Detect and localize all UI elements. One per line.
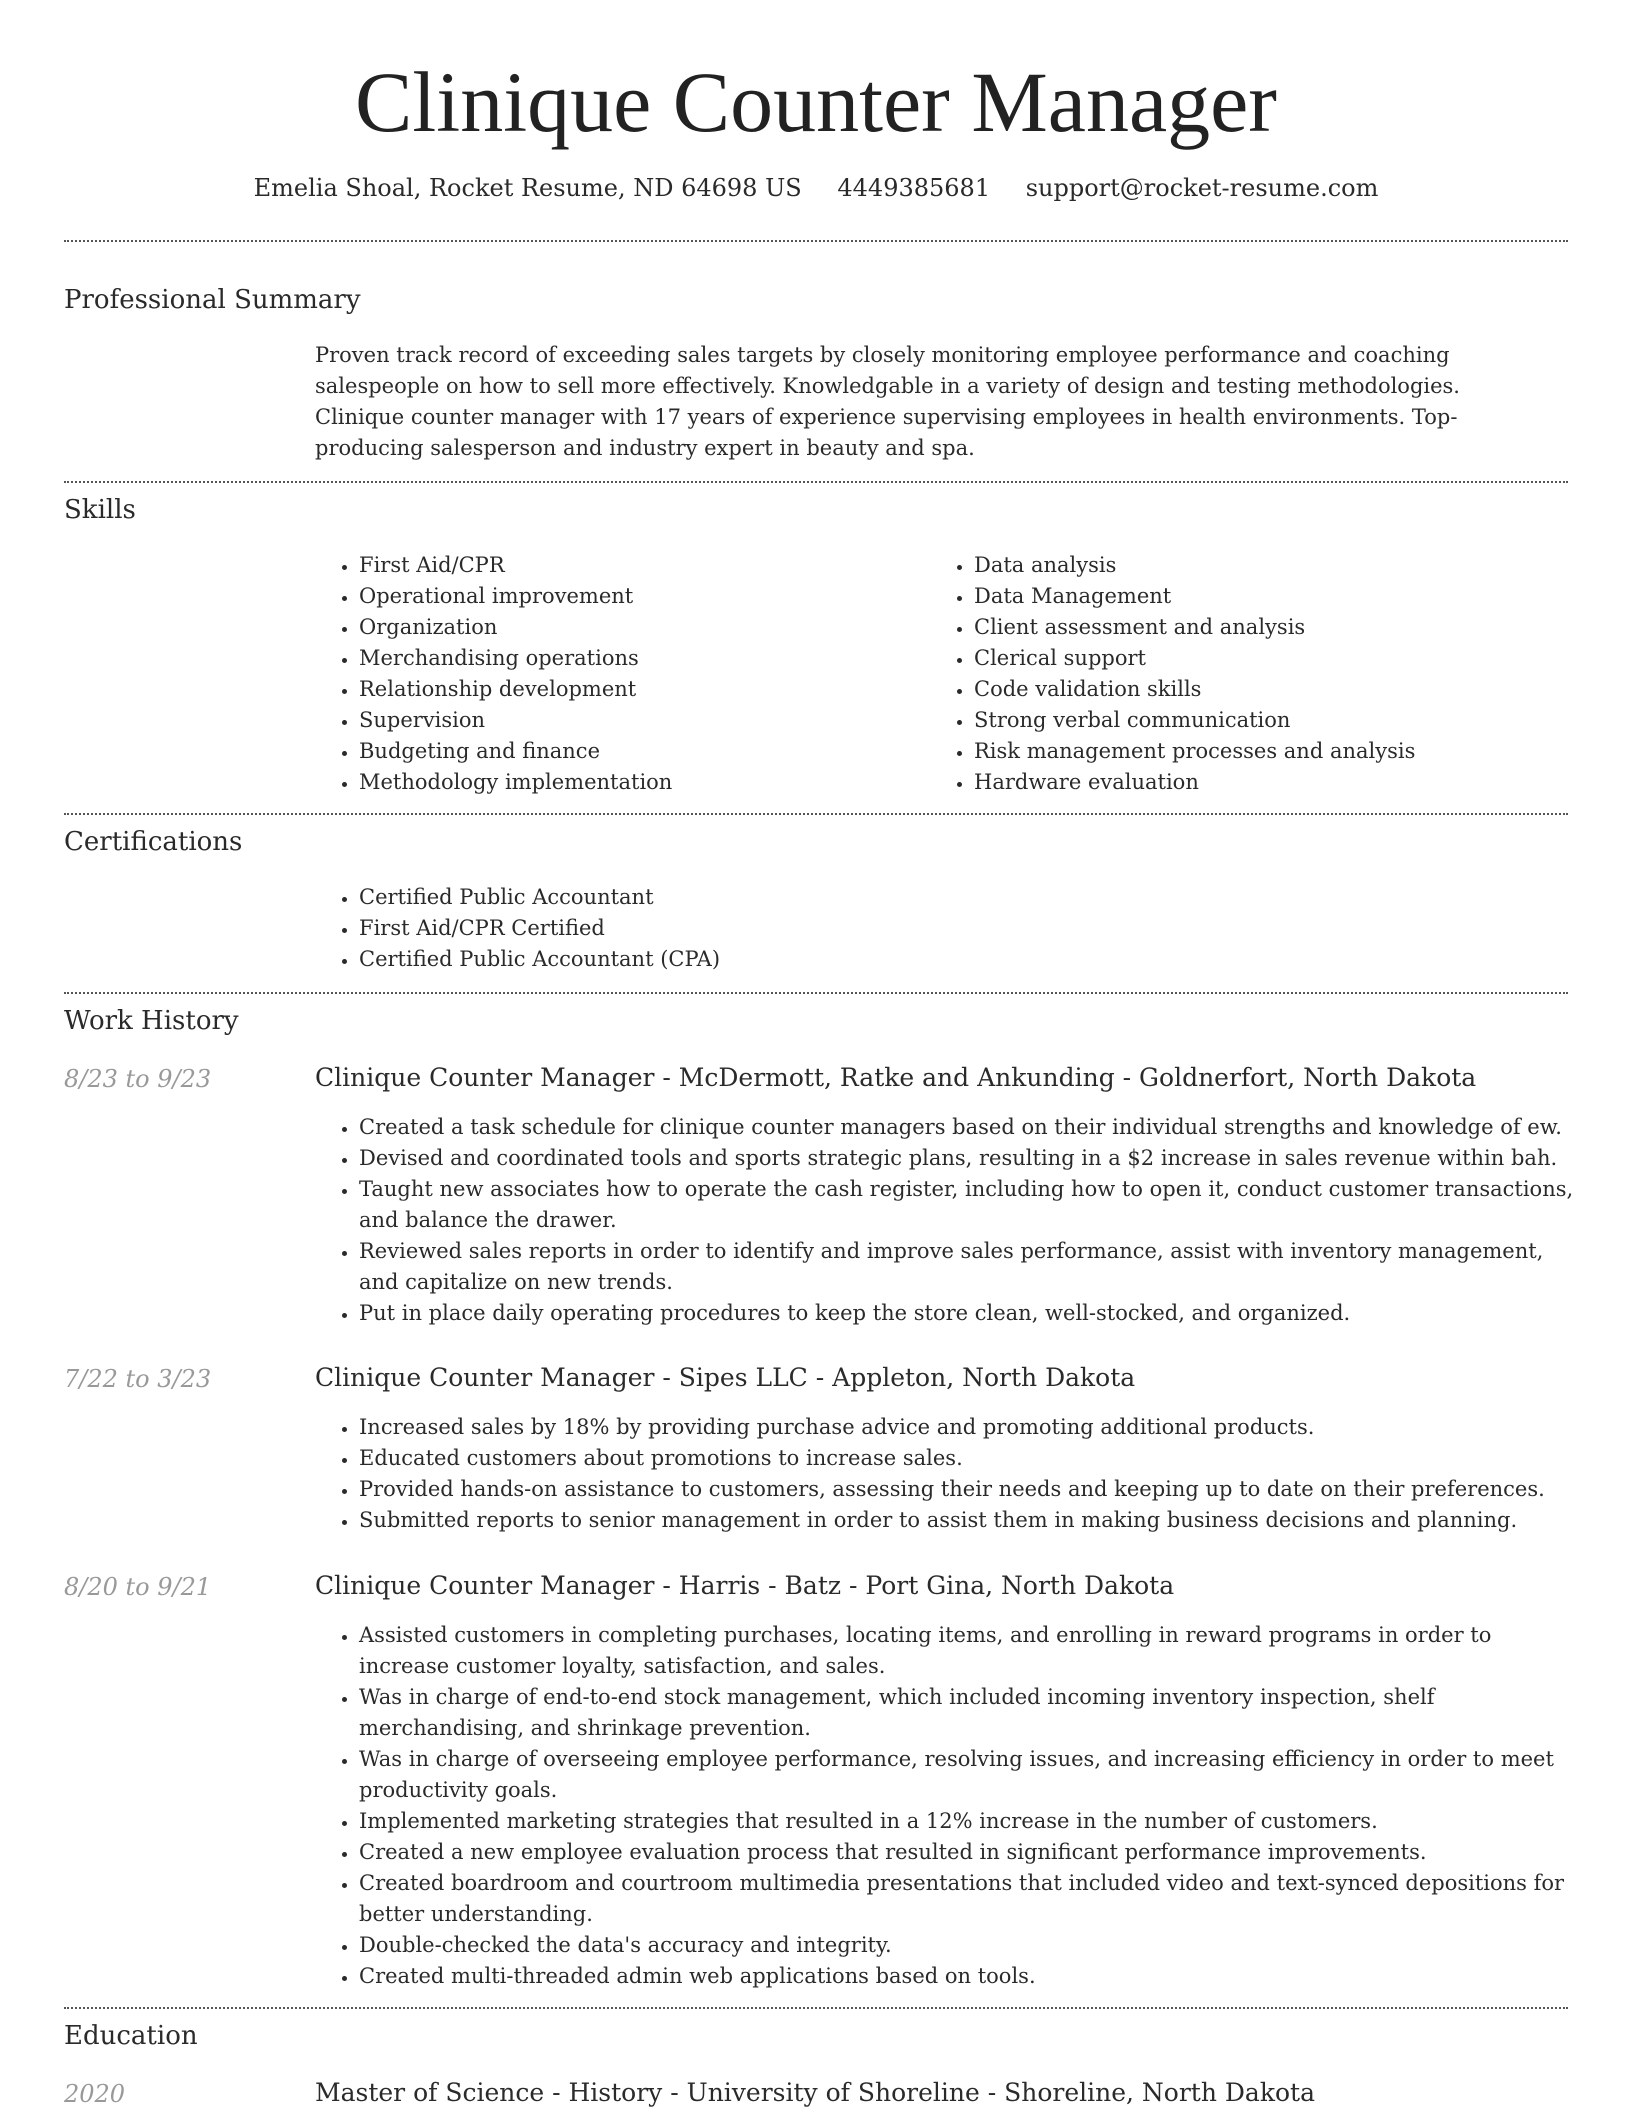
education-heading: Education (64, 2021, 198, 2051)
skill-item: • Data analysis (974, 550, 1530, 581)
skill-item: • Hardware evaluation (974, 767, 1530, 798)
certifications-heading: Certifications (64, 827, 243, 857)
skill-item: • Supervision (359, 705, 915, 736)
certification-item: • Certified Public Accountant (359, 882, 915, 913)
skill-item: • Client assessment and analysis (974, 612, 1530, 643)
job-bullet: • Taught new associates how to operate the cash register, including how to open it, conduct customer transactions, and balance the drawer. (359, 1174, 1575, 1236)
job-title: Clinique Counter Manager - Sipes LLC - Appleton, North Dakota (315, 1363, 1136, 1392)
summary-text: Proven track record of exceeding sales targets by closely monitoring employee performance and coaching salespeople on how to sell more effectively. Knowledgable in a variety of design and testing methodologies. Clinique counter manager with 17 years of experience supervising employees in health environments. Top-producing salesperson and industry expert in beauty and spa. (315, 343, 1460, 460)
divider (64, 813, 1568, 815)
skill-item: • First Aid/CPR (359, 550, 915, 581)
job-bullet: • Submitted reports to senior management in order to assist them in making business decisions and planning. (359, 1505, 1575, 1536)
divider (64, 240, 1568, 242)
job-bullet: • Created a new employee evaluation process that resulted in significant performance improvements. (359, 1837, 1575, 1868)
skill-item: • Code validation skills (974, 674, 1530, 705)
skill-item: • Strong verbal communication (974, 705, 1530, 736)
contact-email: support@rocket-resume.com (1025, 174, 1379, 202)
job-bullet: • Double-checked the data's accuracy and integrity. (359, 1930, 1575, 1961)
job-bullets (315, 1112, 1575, 1329)
job-bullet: • Educated customers about promotions to increase sales. (359, 1443, 1575, 1474)
job-bullet: • Devised and coordinated tools and sports strategic plans, resulting in a $2 increase in sales revenue within bah. (359, 1143, 1575, 1174)
job-title: Clinique Counter Manager - McDermott, Ratke and Ankunding - Goldnerfort, North Dakota (315, 1063, 1477, 1092)
skill-item: • Clerical support (974, 643, 1530, 674)
skills-heading: Skills (64, 495, 136, 525)
contact-line (0, 170, 1632, 206)
work-history-heading: Work History (64, 1006, 239, 1036)
skill-item: • Risk management processes and analysis (974, 736, 1530, 767)
job-bullet: • Provided hands-on assistance to customers, assessing their needs and keeping up to date on their preferences. (359, 1474, 1575, 1505)
skills-right-column (930, 550, 1530, 798)
divider (64, 992, 1568, 994)
skill-item: • Organization (359, 612, 915, 643)
summary-heading: Professional Summary (64, 285, 361, 315)
job-bullet: • Created a task schedule for clinique counter managers based on their individual strengths and knowledge of ew. (359, 1112, 1575, 1143)
job-bullet: • Created boardroom and courtroom multimedia presentations that included video and text-synced depositions for better understanding. (359, 1868, 1575, 1930)
job-bullet: • Increased sales by 18% by providing purchase advice and promoting additional products. (359, 1412, 1575, 1443)
divider (64, 481, 1568, 483)
job-bullet: • Put in place daily operating procedures to keep the store clean, well-stocked, and organized. (359, 1298, 1575, 1329)
contact-address: Emelia Shoal, Rocket Resume, ND 64698 US (253, 174, 802, 202)
job-bullet: • Was in charge of end-to-end stock management, which included incoming inventory inspection, shelf merchandising, and shrinkage prevention. (359, 1682, 1575, 1744)
job-bullet: • Was in charge of overseeing employee performance, resolving issues, and increasing efficiency in order to meet productivity goals. (359, 1744, 1575, 1806)
job-bullet: • Implemented marketing strategies that resulted in a 12% increase in the number of customers. (359, 1806, 1575, 1837)
job-bullet: • Reviewed sales reports in order to identify and improve sales performance, assist with inventory management, and capitalize on new trends. (359, 1236, 1575, 1298)
skill-item: • Methodology implementation (359, 767, 915, 798)
skill-item: • Budgeting and finance (359, 736, 915, 767)
skill-item: • Relationship development (359, 674, 915, 705)
job-dates: 8/20 to 9/21 (64, 1573, 212, 1601)
skill-item: • Data Management (974, 581, 1530, 612)
job-title: Clinique Counter Manager - Harris - Batz - Port Gina, North Dakota (315, 1571, 1175, 1600)
skill-item: • Operational improvement (359, 581, 915, 612)
certification-item: • Certified Public Accountant (CPA) (359, 944, 915, 975)
resume-title: Clinique Counter Manager (355, 54, 1277, 150)
divider (64, 2007, 1568, 2009)
education-year: 2020 (64, 2080, 126, 2108)
job-dates: 7/22 to 3/23 (64, 1365, 212, 1393)
job-bullet: • Assisted customers in completing purchases, locating items, and enrolling in reward programs in order to increase customer loyalty, satisfaction, and sales. (359, 1620, 1575, 1682)
skills-left-column (315, 550, 915, 798)
job-dates: 8/23 to 9/23 (64, 1065, 212, 1093)
job-bullets (315, 1620, 1575, 1992)
job-bullet: • Created multi-threaded admin web applications based on tools. (359, 1961, 1575, 1992)
contact-phone: 4449385681 (837, 174, 991, 202)
education-title: Master of Science - History - University of Shoreline - Shoreline, North Dakota (315, 2078, 1315, 2107)
skill-item: • Merchandising operations (359, 643, 915, 674)
job-bullets (315, 1412, 1575, 1536)
certifications-list (315, 882, 915, 975)
certification-item: • First Aid/CPR Certified (359, 913, 915, 944)
